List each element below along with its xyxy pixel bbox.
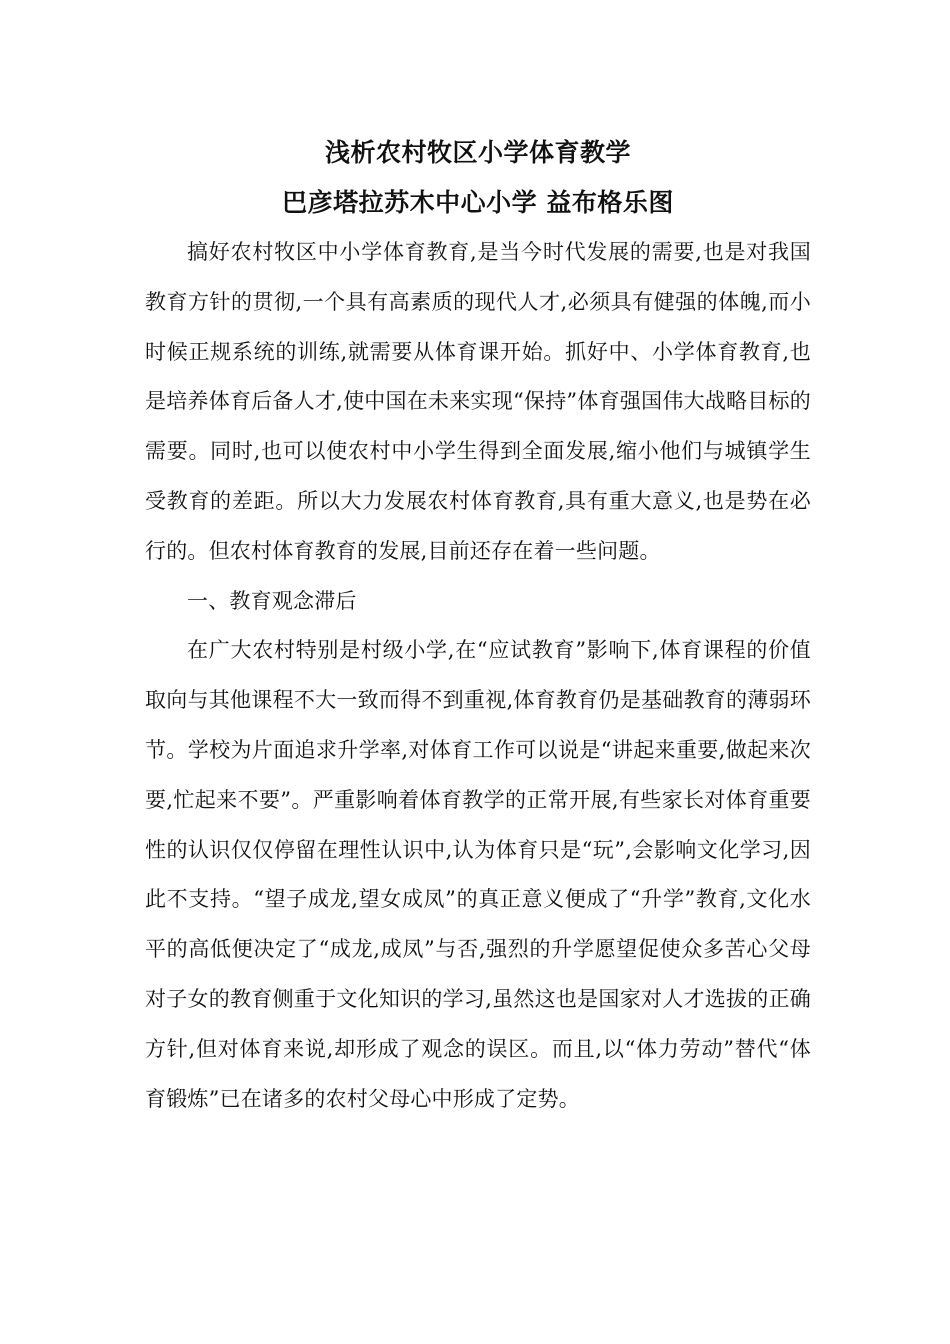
document-page: [145, 128, 811, 1124]
document-title: 浅析农村牧区小学体育教学: [324, 138, 631, 167]
section-heading: 一、教育观念滞后: [187, 588, 357, 613]
intro-paragraph: 搞好农村牧区中小学体育教育,是当今时代发展的需要,也是对我国教育方针的贯彻,一个具有高素质的现代人才,必须具有健强的体魄,而小时候正规系统的训练,就需要从体育课开始。抓好中、小学体育教育,也是培养体育后备人才,使中国在未来实现“保持”体育强国伟大战略目标的需要。同时,也可以使农村中小学生得到全面发展,缩小他们与城镇学生受教育的差距。所以大力发展农村体育教育,具有重大意义,也是势在必行的。但农村体育教育的发展,目前还存在着一些问题。: [145, 240, 811, 563]
author-line: 巴彦塔拉苏木中心小学 益布格乐图: [282, 188, 674, 217]
section-paragraph: 在广大农村特别是村级小学,在“应试教育”影响下,体育课程的价值取向与其他课程不大一致而得不到重视,体育教育仍是基础教育的薄弱环节。学校为片面追求升学率,对体育工作可以说是“讲起来重要,做起来次要,忙起来不要”。严重影响着体育教学的正常开展,有些家长对体育重要性的认识仅仅停留在理性认识中,认为体育只是“玩”,会影响文化学习,因此不支持。“望子成龙,望女成凤”的真正意义便成了“升学”教育,文化水平的高低便决定了“成龙,成凤”与否,强烈的升学愿望促使众多苦心父母对子女的教育侧重于文化知识的学习,虽然这也是国家对人才选拔的正确方针,但对体育来说,却形成了观念的误区。而且,以“体力劳动”替代“体育锻炼”已在诸多的农村父母心中形成了定势。: [145, 638, 811, 1111]
